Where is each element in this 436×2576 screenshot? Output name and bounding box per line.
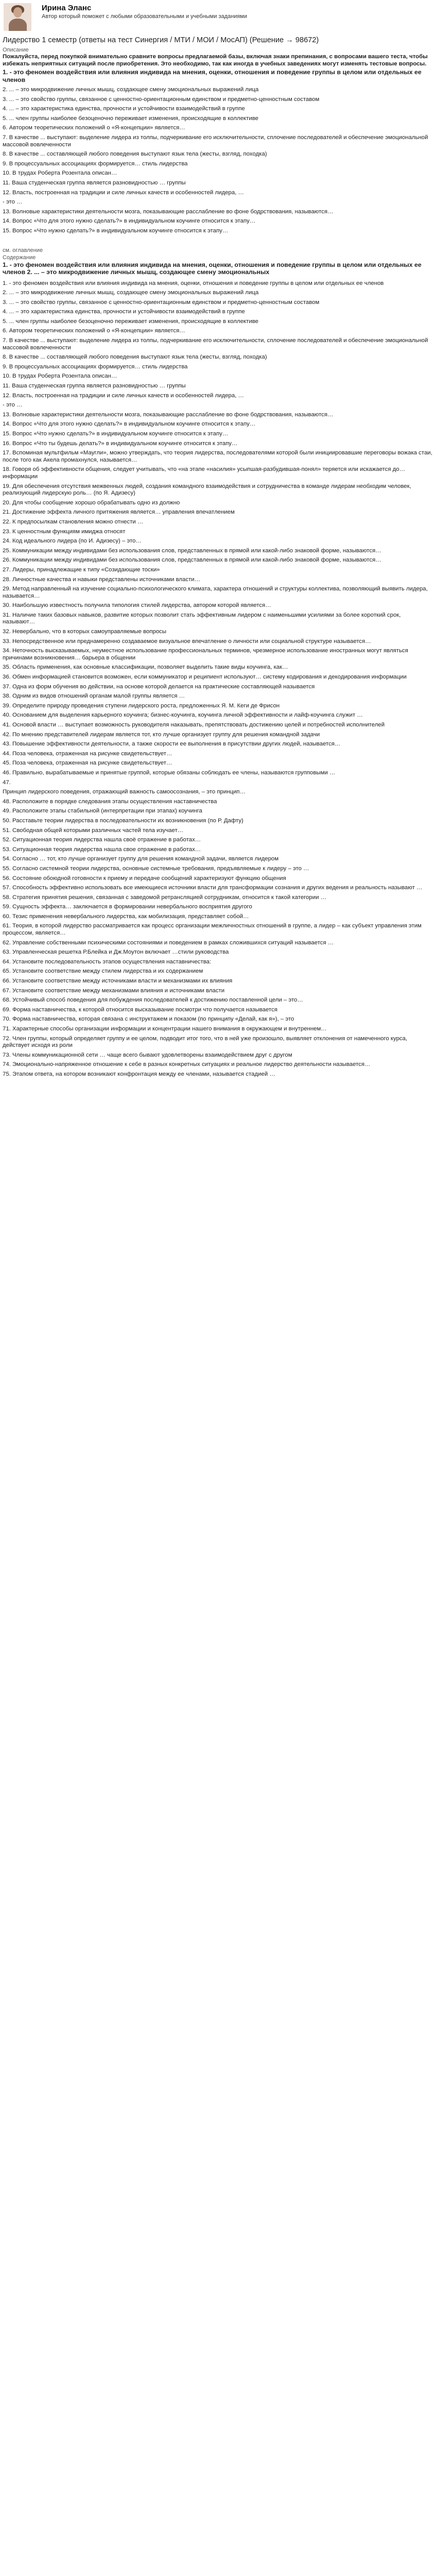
list-item: 13. Волновые характеристики деятельности мозга, показывающие расслабление во фоне бодрствования, называются… — [3, 411, 334, 418]
list-item: 62. Управление собственными психическими состояниями и поведением в рамках сложившихся ситуаций называется … — [3, 939, 334, 946]
list-item: 58. Стратегия принятия решения, связанная с заведомой ретрансляцией сотрудникам, относится к такой категории … — [3, 894, 327, 901]
list-item: 14. Вопрос «Что для этого нужно сделать?» в индивидуальном коучинге относится к этапу… — [3, 421, 256, 428]
list-item: 27. Лидеры, принадлежащие к типу «Созидающие тоски» — [3, 566, 160, 573]
list-item: 38. Одним из видов отношений органам малой группы является … — [3, 693, 185, 700]
list-item: 28. Личностные качества и навыки представлены источниками власти… — [3, 576, 201, 583]
content-first: 1. - это феномен воздействия или влияния индивида на мнения, оценки, отношения и поведение группы в целом или отдельных ее членов 2. ... – это микродвижение личных мышц, создающее смену эмоциональных — [3, 261, 422, 276]
list-item: 6. Автором теоретических положений о «Я-концепции» является… — [3, 328, 185, 334]
list-item: 54. Согласно … тот, кто лучше организует группу для решения командной задачи, является лидером — [3, 856, 279, 862]
author-header — [3, 3, 433, 36]
list-item: 11. Вашa студенческая группа является разновидностью … группы — [3, 179, 186, 186]
list-item: 42. По мнению представителей лидерам является тот, кто лучше организует группу для решения командной задачи — [3, 731, 320, 738]
list-item: 59. Сущность эффекта… заключается в формировании невербального восприятия другого — [3, 904, 252, 910]
author-name[interactable]: Ирина Эланс — [42, 4, 92, 12]
list-item: 29. Метод направленный на изучение социально-психологического климата, характера отношений и структуры коллектива, позволяющий выявить лидера, называется… — [3, 586, 428, 599]
list-item: 15. Вопрос «Что нужно сделать?» в индивидуальном коучинге относится к этапу… — [3, 227, 229, 234]
list-item: 11. Вашa студенческая группа является разновидностью … группы — [3, 383, 186, 389]
list-item: 9. В процессуальных ассоциациях формируется… стиль лидерства — [3, 160, 188, 167]
list-item: 41. Основой власти … выступает возможность руководителя наказывать, препятствовать достижению целей и потребностей исполнителей — [3, 722, 385, 728]
avatar[interactable] — [4, 3, 31, 31]
list-item: 47. — [3, 779, 11, 786]
list-item: 7. В качестве ... выступают: выделение лидера из толпы, подчеркивание его исключительности, сплочение последователей и обеспечение эмоциональной массовой вовлеченности — [3, 134, 428, 148]
list-item: 46. Правильно, вырабатываемые и принятые группой, которые обязаны соблюдать ее члены, называются групповыми … — [3, 769, 336, 776]
list-item: 32. Невербально, что в которых самоуправляемые вопросы — [3, 629, 167, 635]
list-item: 39. Определите природу проведения ступени лидерского роста, предложенных Я. М. Кеги де Фрисон — [3, 702, 280, 709]
list-item: 15. Вопрос «Что нужно сделать?» в индивидуальном коучинге относится к этапу… — [3, 431, 229, 437]
list-item: 14. Вопрос «Что для этого нужно сделать?» в индивидуальном коучинге относится к этапу… — [3, 218, 256, 225]
list-item: 12. Власть, построенная на традиции и силе личных качеств и особенностей лидера, … — [3, 189, 244, 196]
list-item: 2. ... – это микродвижение личных мышц, создающее смену эмоциональных выражений лица — [3, 87, 259, 93]
list-item: 1. - это феномен воздействия или влияния индивида на мнения, оценки, отношения и поведение группы в целом или отдельных ее членов — [3, 280, 384, 286]
list-item: 4. ... – это характеристика единства, прочности и устойчивости взаимодействий в группе — [3, 106, 245, 112]
list-item: 50. Расставьте теории лидерства в последовательности их возникновения (по Р. Дафту) — [3, 817, 243, 824]
list-item: 37. Одна из форм обучения во действии, на основе которой делается на практические составляющей называется — [3, 683, 315, 690]
list-item: 57. Способность эффективно использовать все имеющиеся источники власти для трансформации сознания и других ведения и реальность называют … — [3, 885, 423, 891]
list-item: 17. Вспоминая мультфильм «Маугли», можно утверждать, что теория лидерства, последователями которой были инициировавшие переговоры вожака стаи, после того как Акела промахнулся, называется… — [3, 450, 432, 463]
list-item: 56. Состояние обоюдной готовности к приему и передаче сообщений характеризуют функцию общения — [3, 875, 286, 882]
list-item: 64. Установите последовательность этапов осуществления наставничества: — [3, 958, 212, 965]
list-item: 43. Повышение эффективности деятельности, а также скорости ее выполнения в присутствии других людей, называется… — [3, 741, 341, 748]
list-item: 6. Автором теоретических положений о «Я-концепции» является… — [3, 125, 185, 131]
description-label: Описание — [3, 47, 29, 53]
toc-label: см. оглавление — [3, 247, 43, 253]
list-item: 72. Член группы, который определяет группу и ее целом, подводит итог того, что в ней уже произошло, выявляет отклонения от намеченного курса, действует исходя из роли — [3, 1035, 408, 1049]
list-item: 31. Наличие таких базовых навыков, развитие которых позволит стать эффективным лидером с наименьшими усилиями за более короткий срок, называют… — [3, 612, 401, 625]
list-item: 48. Расположите в порядке следования этапы осуществления наставничества — [3, 798, 217, 805]
list-item: - это … — [3, 199, 23, 206]
list-item: 8. В качестве ... составляющей любого поведения выступают язык тела (жесты, взгляд, походка) — [3, 151, 267, 158]
list-item: 52. Ситуационная теория лидерства нашла своё отражение в работах… — [3, 837, 201, 843]
list-item: 30. Наибольшую известность получила типология стилей лидерства, автором которой является… — [3, 602, 271, 609]
list-item: 19. Для обеспечения отсутствия межвенных людей, создания командного взаимодействия и сотрудничества в команде лидерам необходим человек, реализующий лидерскую роль… (по Я. Адизесу) — [3, 483, 411, 497]
list-item: 2. ... – это микродвижение личных мышц, создающее смену эмоциональных выражений лица — [3, 290, 259, 296]
list-item: 55. Согласно системной теории лидерства, основные системные требования, предъявляемые к лидеру – это … — [3, 865, 309, 872]
intro-note: Пожалуйста, перед покупкой внимательно сравните вопросы предлагаемой базы, включая знаки препинания, с вопросами вашего теста, чтобы избежать неприятных ситуаций после приобретения. Это необходимо, так как иногда в учебных заведениях могут изменять тестовые вопросы. — [3, 54, 428, 67]
list-item: 69. Форма наставничества, к которой относится высказывание посмотри что получается называется — [3, 1006, 277, 1013]
list-item: 65. Установите соответствие между стилем лидерства и их содержанием — [3, 968, 203, 975]
list-item: 10. В трудах Роберта Розентала описан… — [3, 373, 117, 380]
list-item: 5. ... член группы наиболее безоценочно переживает изменения, происходящие в коллективе — [3, 318, 258, 325]
list-item: 26. Коммуникации между индивидами без использования слов, представленных в прямой или какой-либо знаковой форме, называются… — [3, 557, 381, 564]
page — [0, 0, 436, 1086]
list-item: 25. Коммуникации между индивидами без использования слов, представленных в прямой или какой-либо знаковой форме, называются… — [3, 547, 381, 554]
list-item: 22. К предпосылкам становления можно отнести … — [3, 518, 144, 525]
list-item: 34. Неточность высказываемых, неуместное использование профессиональных терминов, чрезмерное использование иностранных могут являться причинами возникновения… барьера в общении — [3, 648, 408, 661]
list-item: 33. Непосредственное или преднамеренно создаваемое визуальное впечатление о личности или социальной структуре называется… — [3, 638, 371, 645]
list-item: 60. Тезис применения невербального лидерства, как мобилизация, представляет собой… — [3, 913, 249, 920]
author-description: Автор который поможет с любыми образовательными и учебными заданиями — [42, 13, 248, 20]
list-item: 24. Код идеального лидера (по И. Адизесу) – это… — [3, 538, 142, 545]
list-item: 23. К ценностным функциям имиджа относят — [3, 528, 126, 535]
list-item: 63. Управленческая решетка Р.Блейка и Дж.Моутон включает …стили руководства — [3, 949, 229, 956]
list-item: 49. Расположите этапы стабильной (интерпретации при этапах) коучинга — [3, 808, 202, 815]
list-item: 71. Характерные способы организации информации и концентрации нашего внимания в окружающем и внутреннем… — [3, 1026, 327, 1032]
list-item: 7. В качестве ... выступают: выделение лидера из толпы, подчеркивание его исключительности, сплочение последователей и обеспечение эмоциональной массовой вовлеченности — [3, 337, 428, 351]
list-item: 8. В качестве ... составляющей любого поведения выступают язык тела (жесты, взгляд, походка) — [3, 354, 267, 361]
list-item: 51. Свободная общей которыми различных частей тела изучает… — [3, 827, 184, 834]
list-item: Принцип лидерского поведения, отражающий важность самоосознания, – это принцип… — [3, 789, 246, 795]
list-item: 44. Поза человека, отраженная на рисунке свидетельствует… — [3, 750, 172, 757]
list-item: 13. Волновые характеристики деятельности мозга, показывающие расслабление во фоне бодрствования, называются… — [3, 208, 334, 215]
list-item: 66. Установите соответствие между источниками власти и механизмами их влияния — [3, 978, 233, 985]
list-item: 16. Вопрос «Что ты будешь делать?» в индивидуальном коучинге относится к этапу… — [3, 440, 238, 447]
list-item: 20. Для чтобы сообщение хорошо обрабатывать одно из должно — [3, 499, 180, 506]
author-info — [42, 3, 247, 20]
content-list — [3, 280, 433, 1078]
list-item: 45. Поза человека, отраженная на рисунке свидетельствует… — [3, 760, 172, 767]
list-item: 10. В трудах Роберта Розентала описан… — [3, 170, 117, 177]
list-item: 3. ... – это свойство группы, связанное с ценностно-ориентационным единством и предметно-ценностным составом — [3, 96, 320, 103]
list-item: 21. Достижение эффекта личного притяжения является… управления впечатлением — [3, 509, 235, 516]
list-item: 73. Члены коммуникационной сети … чаще всего бывают удовлетворены взаимодействием друг с другом — [3, 1052, 292, 1058]
list-item: 40. Основанием для выделения карьерного коучинга; бизнес-коучинга, коучинга личной эффективности и лайф-коучинга служит … — [3, 712, 363, 719]
page-title: Лидерство 1 семестр (ответы на тест Синергия / МТИ / МОИ / МосАП) (Решение → 98672) — [3, 36, 319, 44]
content-label: Содержание — [3, 254, 36, 261]
list-item: 61. Теория, в которой лидерство рассматривается как процесс организации межличностных отношений в группе, а лидер – как субъект управления этим процессом, является… — [3, 923, 422, 937]
list-item: 75. Этапом ответа, на котором возникают конфронтация между ее членами, называется стадией … — [3, 1071, 275, 1077]
list-item: 36. Обмен информацией становится возможен, если коммуникатор и реципиент используют… систему кодирования и декодирования информации — [3, 674, 407, 681]
list-item: 35. Область применения, как основные классификации, позволяет выделить такие виды коучинга, как… — [3, 664, 288, 671]
list-item: 3. ... – это свойство группы, связанное с ценностно-ориентационным единством и предметно-ценностным составом — [3, 299, 320, 306]
list-item: 4. ... – это характеристика единства, прочности и устойчивости взаимодействий в группе — [3, 309, 245, 315]
list-item: 1. - это феномен воздействия или влияния индивида на мнения, оценки, отношения и поведение группы в целом или отдельных ее членов — [3, 69, 422, 83]
list-item: 9. В процессуальных ассоциациях формируется… стиль лидерства — [3, 363, 188, 370]
list-item: 12. Власть, построенная на традиции и силе личных качеств и особенностей лидера, … — [3, 392, 244, 399]
list-item: 53. Ситуационная теория лидерства нашла свое отражение в работах… — [3, 846, 201, 853]
list-item: 74. Эмоционально-напряженное отношение к себе в разных конкретных ситуациях и реальное лидерство деятельности называется… — [3, 1061, 371, 1068]
list-item: 18. Говоря об эффективности общения, следует учитывать, что «на этапе «насилия» усыпшая-разбудившая-понял» теряется или искажается до… информации — [3, 466, 406, 480]
list-item: 68. Устойчивый способ поведения для побуждения последователей к достижению поставленной цели – это… — [3, 997, 303, 1004]
list-item: 5. ... член группы наиболее безоценочно переживает изменения, происходящие в коллективе — [3, 115, 258, 122]
list-item: 67. Установите соответствие между механизмами влияния и источниками власти — [3, 987, 225, 994]
questions-list — [3, 69, 433, 235]
list-item: 70. Форма наставничества, которая связана с инструктажем и показом (по принципу «Делай, как я»), – это — [3, 1016, 294, 1023]
list-item: - это … — [3, 402, 23, 409]
